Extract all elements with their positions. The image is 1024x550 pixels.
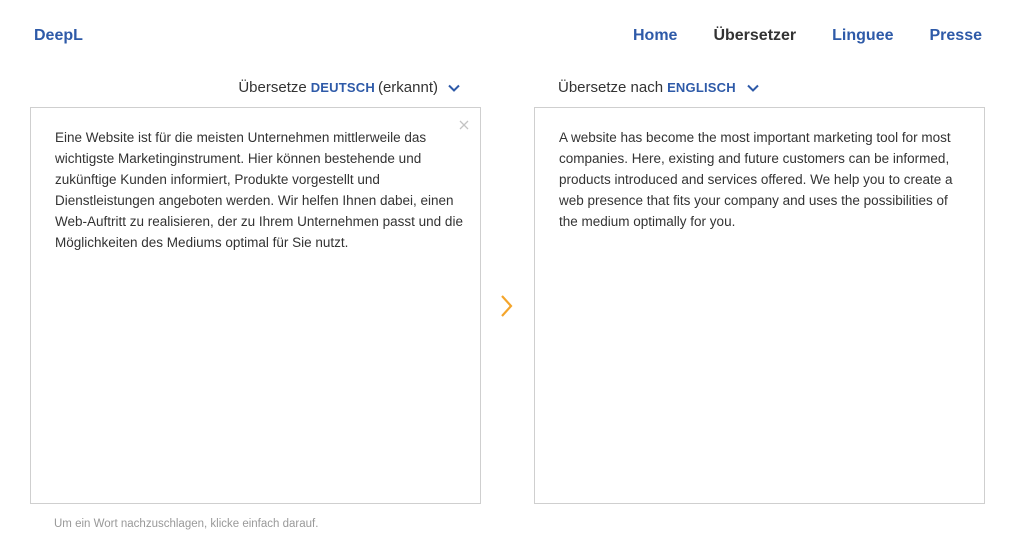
close-icon[interactable] <box>458 119 470 131</box>
chevron-right-icon <box>499 293 515 319</box>
target-language-row <box>558 79 761 96</box>
source-language-name: DEUTSCH <box>310 80 375 95</box>
nav-press[interactable]: Presse <box>929 27 982 44</box>
target-language-prefix: Übersetze nach <box>558 79 664 96</box>
source-language-selector[interactable] <box>307 79 462 96</box>
nav-linguee[interactable]: Linguee <box>832 27 894 44</box>
nav-home[interactable]: Home <box>633 27 678 44</box>
source-language-row <box>238 79 462 96</box>
top-nav <box>633 27 982 45</box>
nav-translator[interactable]: Übersetzer <box>713 27 797 44</box>
source-language-prefix: Übersetze <box>238 79 307 96</box>
source-text-panel[interactable] <box>30 107 481 504</box>
translation-output[interactable]: A website has become the most important marketing tool for most companies. Here, existing and future customers can be informed, products introduced and services offered. We help you to create a web presence that fits your company and uses the possibilities of the medium optimally for you. <box>559 130 953 229</box>
logo[interactable]: DeepL <box>34 27 83 44</box>
target-language-selector[interactable] <box>663 80 761 96</box>
source-textarea[interactable]: Eine Website ist für die meisten Unternehmen mittlerweile das wichtigste Marketinginstrument. Hier können bestehende und zukünftige Kunden informiert, Produkte vorgestellt und Dienstleistungen angeboten werden. Wir helfen Ihnen dabei, einen Web-Auftritt zu realisieren, der zu Ihrem Unternehmen passt und die Möglichkeiten des Mediums optimal für Sie nutzt. <box>55 130 463 250</box>
target-language-name: ENGLISCH <box>667 80 736 95</box>
chevron-down-icon <box>745 80 761 96</box>
source-language-suffix: (erkannt) <box>377 79 438 96</box>
target-text-panel <box>534 107 985 504</box>
lookup-hint: Um ein Wort nachzuschlagen, klicke einfach darauf. <box>54 518 319 530</box>
chevron-down-icon <box>446 80 462 96</box>
